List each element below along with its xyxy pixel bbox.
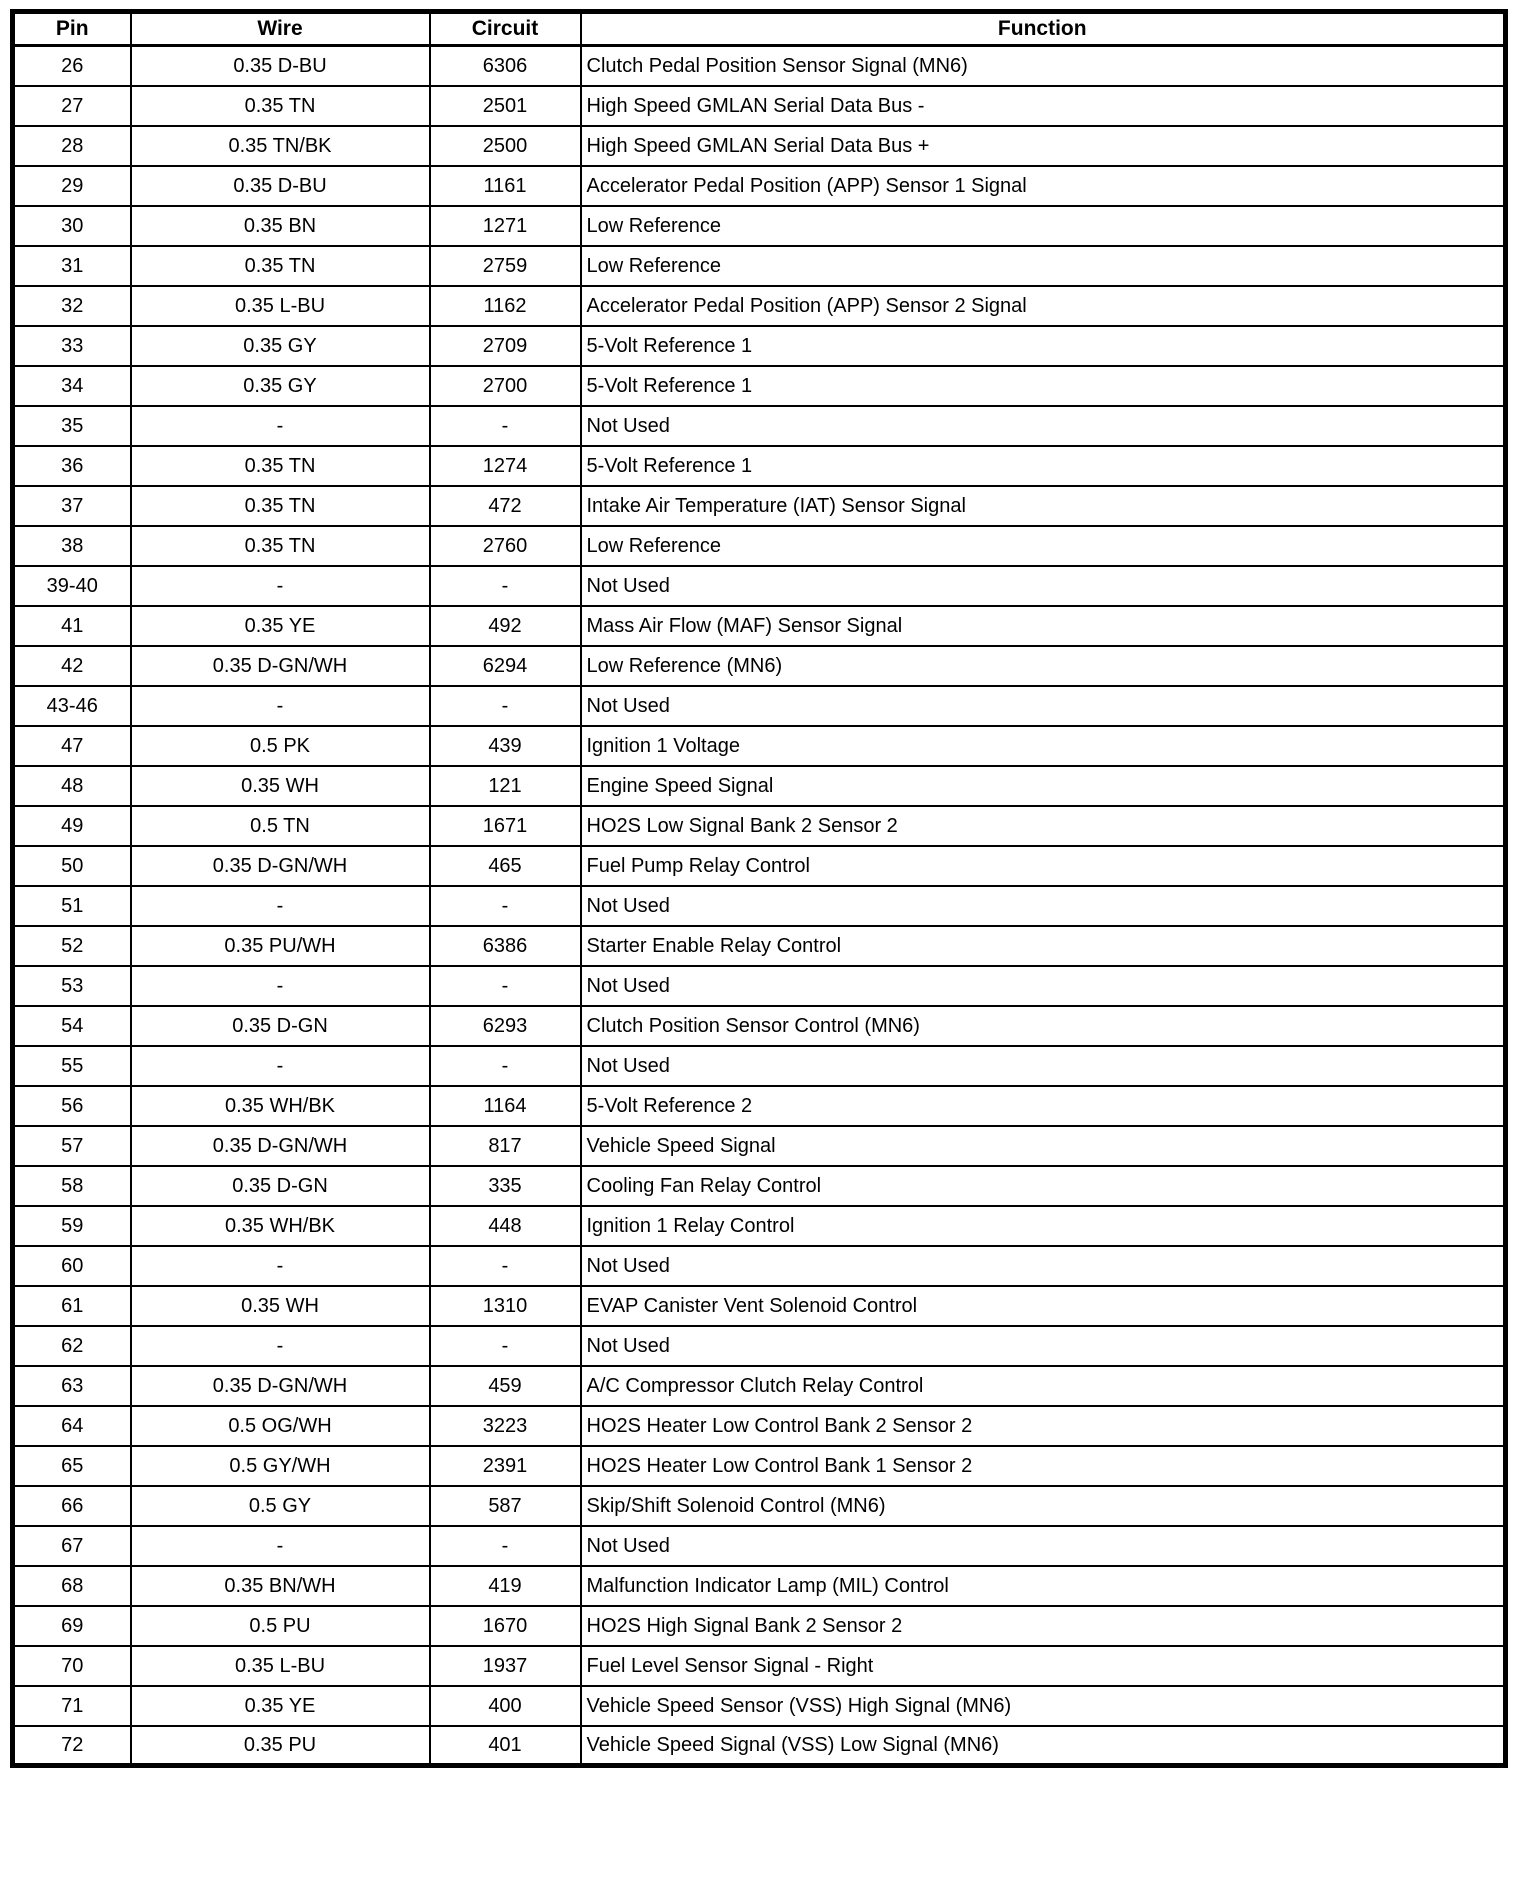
circuit-cell: 419	[430, 1566, 581, 1606]
circuit-cell: 1274	[430, 446, 581, 486]
wire-cell: -	[131, 566, 430, 606]
circuit-cell: 448	[430, 1206, 581, 1246]
table-row	[13, 1046, 1506, 1086]
wire-cell: 0.35 YE	[131, 606, 430, 646]
circuit-cell: 6293	[430, 1006, 581, 1046]
pin-cell: 57	[13, 1126, 131, 1166]
function-cell: Not Used	[581, 406, 1506, 446]
table-row	[13, 1526, 1506, 1566]
function-cell: 5-Volt Reference 1	[581, 446, 1506, 486]
table-row	[13, 1366, 1506, 1406]
pin-cell: 50	[13, 846, 131, 886]
table-row	[13, 46, 1506, 86]
function-cell: Vehicle Speed Signal (VSS) Low Signal (MN6)	[581, 1726, 1506, 1766]
circuit-cell: 6294	[430, 646, 581, 686]
pin-cell: 52	[13, 926, 131, 966]
circuit-cell: 2709	[430, 326, 581, 366]
wire-cell: 0.35 PU/WH	[131, 926, 430, 966]
wire-cell: 0.35 D-GN/WH	[131, 846, 430, 886]
pin-cell: 29	[13, 166, 131, 206]
pin-cell: 39-40	[13, 566, 131, 606]
table-row	[13, 86, 1506, 126]
wire-cell: 0.35 L-BU	[131, 1646, 430, 1686]
wire-cell: -	[131, 1246, 430, 1286]
function-cell: Not Used	[581, 686, 1506, 726]
wire-cell: 0.35 D-GN/WH	[131, 1126, 430, 1166]
pin-cell: 35	[13, 406, 131, 446]
column-header-wire: Wire	[131, 12, 430, 46]
connector-pinout-table	[10, 9, 1508, 1768]
table-row	[13, 966, 1506, 1006]
column-header-function: Function	[581, 12, 1506, 46]
table-row	[13, 486, 1506, 526]
function-cell: Ignition 1 Relay Control	[581, 1206, 1506, 1246]
table-row	[13, 1006, 1506, 1046]
wire-cell: 0.35 D-GN/WH	[131, 646, 430, 686]
table-row	[13, 366, 1506, 406]
pin-cell: 33	[13, 326, 131, 366]
wire-cell: 0.35 D-GN/WH	[131, 1366, 430, 1406]
table-row	[13, 406, 1506, 446]
table-row	[13, 1486, 1506, 1526]
wire-cell: 0.35 TN	[131, 86, 430, 126]
wire-cell: 0.5 GY/WH	[131, 1446, 430, 1486]
table-row	[13, 566, 1506, 606]
function-cell: Vehicle Speed Sensor (VSS) High Signal (MN6)	[581, 1686, 1506, 1726]
function-cell: Not Used	[581, 1326, 1506, 1366]
table-row	[13, 886, 1506, 926]
wire-cell: -	[131, 966, 430, 1006]
circuit-cell: 335	[430, 1166, 581, 1206]
function-cell: High Speed GMLAN Serial Data Bus +	[581, 126, 1506, 166]
table-row	[13, 1606, 1506, 1646]
function-cell: Engine Speed Signal	[581, 766, 1506, 806]
pin-cell: 36	[13, 446, 131, 486]
function-cell: Low Reference	[581, 526, 1506, 566]
pin-cell: 26	[13, 46, 131, 86]
table-row	[13, 1726, 1506, 1766]
circuit-cell: 1670	[430, 1606, 581, 1646]
wire-cell: 0.35 D-BU	[131, 46, 430, 86]
table-row	[13, 166, 1506, 206]
header-row	[13, 12, 1506, 46]
circuit-cell: -	[430, 1046, 581, 1086]
pin-cell: 31	[13, 246, 131, 286]
circuit-cell: 3223	[430, 1406, 581, 1446]
pin-cell: 67	[13, 1526, 131, 1566]
wire-cell: 0.5 PK	[131, 726, 430, 766]
table-row	[13, 1646, 1506, 1686]
pin-cell: 43-46	[13, 686, 131, 726]
circuit-cell: -	[430, 566, 581, 606]
pin-cell: 64	[13, 1406, 131, 1446]
function-cell: Low Reference	[581, 206, 1506, 246]
pin-cell: 49	[13, 806, 131, 846]
table-row	[13, 926, 1506, 966]
function-cell: Not Used	[581, 566, 1506, 606]
function-cell: Starter Enable Relay Control	[581, 926, 1506, 966]
pin-cell: 69	[13, 1606, 131, 1646]
circuit-cell: 459	[430, 1366, 581, 1406]
circuit-cell: 2501	[430, 86, 581, 126]
wire-cell: -	[131, 1326, 430, 1366]
pin-cell: 71	[13, 1686, 131, 1726]
function-cell: Malfunction Indicator Lamp (MIL) Control	[581, 1566, 1506, 1606]
pin-cell: 60	[13, 1246, 131, 1286]
table-row	[13, 646, 1506, 686]
pin-cell: 72	[13, 1726, 131, 1766]
pin-cell: 51	[13, 886, 131, 926]
function-cell: Not Used	[581, 966, 1506, 1006]
function-cell: HO2S Heater Low Control Bank 2 Sensor 2	[581, 1406, 1506, 1446]
wire-cell: 0.35 D-BU	[131, 166, 430, 206]
circuit-cell: -	[430, 886, 581, 926]
wire-cell: 0.35 D-GN	[131, 1166, 430, 1206]
wire-cell: 0.35 BN	[131, 206, 430, 246]
wire-cell: -	[131, 406, 430, 446]
circuit-cell: -	[430, 966, 581, 1006]
circuit-cell: 1161	[430, 166, 581, 206]
pin-cell: 59	[13, 1206, 131, 1246]
wire-cell: 0.35 TN	[131, 486, 430, 526]
table-row	[13, 1166, 1506, 1206]
function-cell: HO2S Low Signal Bank 2 Sensor 2	[581, 806, 1506, 846]
wire-cell: 0.35 BN/WH	[131, 1566, 430, 1606]
circuit-cell: -	[430, 406, 581, 446]
circuit-cell: 2500	[430, 126, 581, 166]
circuit-cell: 1162	[430, 286, 581, 326]
wire-cell: 0.35 PU	[131, 1726, 430, 1766]
function-cell: Skip/Shift Solenoid Control (MN6)	[581, 1486, 1506, 1526]
circuit-cell: 1271	[430, 206, 581, 246]
circuit-cell: 2700	[430, 366, 581, 406]
wire-cell: 0.5 OG/WH	[131, 1406, 430, 1446]
table-row	[13, 526, 1506, 566]
circuit-cell: 587	[430, 1486, 581, 1526]
circuit-cell: 6386	[430, 926, 581, 966]
wire-cell: 0.35 GY	[131, 326, 430, 366]
table-row	[13, 846, 1506, 886]
circuit-cell: 472	[430, 486, 581, 526]
pin-cell: 55	[13, 1046, 131, 1086]
circuit-cell: -	[430, 1326, 581, 1366]
wire-cell: 0.35 TN	[131, 446, 430, 486]
wire-cell: 0.35 D-GN	[131, 1006, 430, 1046]
function-cell: 5-Volt Reference 2	[581, 1086, 1506, 1126]
pin-cell: 32	[13, 286, 131, 326]
pin-cell: 70	[13, 1646, 131, 1686]
function-cell: HO2S Heater Low Control Bank 1 Sensor 2	[581, 1446, 1506, 1486]
table-row	[13, 126, 1506, 166]
function-cell: 5-Volt Reference 1	[581, 366, 1506, 406]
function-cell: HO2S High Signal Bank 2 Sensor 2	[581, 1606, 1506, 1646]
pin-cell: 42	[13, 646, 131, 686]
circuit-cell: 439	[430, 726, 581, 766]
function-cell: Fuel Pump Relay Control	[581, 846, 1506, 886]
wire-cell: 0.35 TN	[131, 246, 430, 286]
wire-cell: 0.35 WH/BK	[131, 1206, 430, 1246]
table-row	[13, 686, 1506, 726]
circuit-cell: 817	[430, 1126, 581, 1166]
wire-cell: -	[131, 1526, 430, 1566]
table-row	[13, 1126, 1506, 1166]
circuit-cell: 1164	[430, 1086, 581, 1126]
table-row	[13, 1686, 1506, 1726]
pin-cell: 68	[13, 1566, 131, 1606]
wire-cell: -	[131, 686, 430, 726]
pin-cell: 58	[13, 1166, 131, 1206]
pin-cell: 62	[13, 1326, 131, 1366]
table-row	[13, 1246, 1506, 1286]
pin-cell: 48	[13, 766, 131, 806]
table-row	[13, 1326, 1506, 1366]
circuit-cell: 1937	[430, 1646, 581, 1686]
function-cell: Not Used	[581, 1246, 1506, 1286]
pin-cell: 63	[13, 1366, 131, 1406]
function-cell: Accelerator Pedal Position (APP) Sensor 2 Signal	[581, 286, 1506, 326]
function-cell: Fuel Level Sensor Signal - Right	[581, 1646, 1506, 1686]
circuit-cell: 1671	[430, 806, 581, 846]
column-header-pin: Pin	[13, 12, 131, 46]
function-cell: EVAP Canister Vent Solenoid Control	[581, 1286, 1506, 1326]
wire-cell: 0.5 PU	[131, 1606, 430, 1646]
pin-cell: 27	[13, 86, 131, 126]
function-cell: Accelerator Pedal Position (APP) Sensor 1 Signal	[581, 166, 1506, 206]
column-header-circuit: Circuit	[430, 12, 581, 46]
pin-cell: 34	[13, 366, 131, 406]
pin-cell: 54	[13, 1006, 131, 1046]
table-row	[13, 1206, 1506, 1246]
wire-cell: 0.35 WH/BK	[131, 1086, 430, 1126]
wire-cell: 0.5 TN	[131, 806, 430, 846]
circuit-cell: 492	[430, 606, 581, 646]
circuit-cell: 6306	[430, 46, 581, 86]
function-cell: Not Used	[581, 1046, 1506, 1086]
circuit-cell: 2760	[430, 526, 581, 566]
function-cell: 5-Volt Reference 1	[581, 326, 1506, 366]
table-row	[13, 806, 1506, 846]
table-header	[13, 12, 1506, 46]
pin-cell: 38	[13, 526, 131, 566]
pin-cell: 66	[13, 1486, 131, 1526]
function-cell: Not Used	[581, 886, 1506, 926]
function-cell: Not Used	[581, 1526, 1506, 1566]
function-cell: Ignition 1 Voltage	[581, 726, 1506, 766]
wire-cell: 0.35 L-BU	[131, 286, 430, 326]
wire-cell: 0.35 WH	[131, 1286, 430, 1326]
function-cell: Intake Air Temperature (IAT) Sensor Signal	[581, 486, 1506, 526]
wire-cell: 0.35 GY	[131, 366, 430, 406]
circuit-cell: 400	[430, 1686, 581, 1726]
function-cell: Clutch Position Sensor Control (MN6)	[581, 1006, 1506, 1046]
function-cell: High Speed GMLAN Serial Data Bus -	[581, 86, 1506, 126]
table-row	[13, 246, 1506, 286]
pinout-table-body	[13, 46, 1506, 1766]
function-cell: Clutch Pedal Position Sensor Signal (MN6)	[581, 46, 1506, 86]
wire-cell: 0.35 YE	[131, 1686, 430, 1726]
table-row	[13, 1566, 1506, 1606]
circuit-cell: -	[430, 1526, 581, 1566]
function-cell: Vehicle Speed Signal	[581, 1126, 1506, 1166]
table-row	[13, 726, 1506, 766]
function-cell: A/C Compressor Clutch Relay Control	[581, 1366, 1506, 1406]
circuit-cell: 465	[430, 846, 581, 886]
table-row	[13, 286, 1506, 326]
table-row	[13, 1406, 1506, 1446]
function-cell: Low Reference (MN6)	[581, 646, 1506, 686]
table-row	[13, 766, 1506, 806]
wire-cell: 0.5 GY	[131, 1486, 430, 1526]
pin-cell: 53	[13, 966, 131, 1006]
pin-cell: 65	[13, 1446, 131, 1486]
table-row	[13, 1086, 1506, 1126]
function-cell: Cooling Fan Relay Control	[581, 1166, 1506, 1206]
table-row	[13, 206, 1506, 246]
table-row	[13, 1446, 1506, 1486]
circuit-cell: 1310	[430, 1286, 581, 1326]
function-cell: Mass Air Flow (MAF) Sensor Signal	[581, 606, 1506, 646]
circuit-cell: -	[430, 1246, 581, 1286]
wire-cell: 0.35 TN/BK	[131, 126, 430, 166]
pin-cell: 37	[13, 486, 131, 526]
circuit-cell: 401	[430, 1726, 581, 1766]
pin-cell: 30	[13, 206, 131, 246]
circuit-cell: 121	[430, 766, 581, 806]
pin-cell: 41	[13, 606, 131, 646]
circuit-cell: -	[430, 686, 581, 726]
table-row	[13, 326, 1506, 366]
pin-cell: 47	[13, 726, 131, 766]
table-row	[13, 446, 1506, 486]
wire-cell: 0.35 WH	[131, 766, 430, 806]
circuit-cell: 2391	[430, 1446, 581, 1486]
pin-cell: 56	[13, 1086, 131, 1126]
function-cell: Low Reference	[581, 246, 1506, 286]
table-row	[13, 1286, 1506, 1326]
pin-cell: 61	[13, 1286, 131, 1326]
table-row	[13, 606, 1506, 646]
wire-cell: -	[131, 886, 430, 926]
pin-cell: 28	[13, 126, 131, 166]
wire-cell: 0.35 TN	[131, 526, 430, 566]
circuit-cell: 2759	[430, 246, 581, 286]
wire-cell: -	[131, 1046, 430, 1086]
